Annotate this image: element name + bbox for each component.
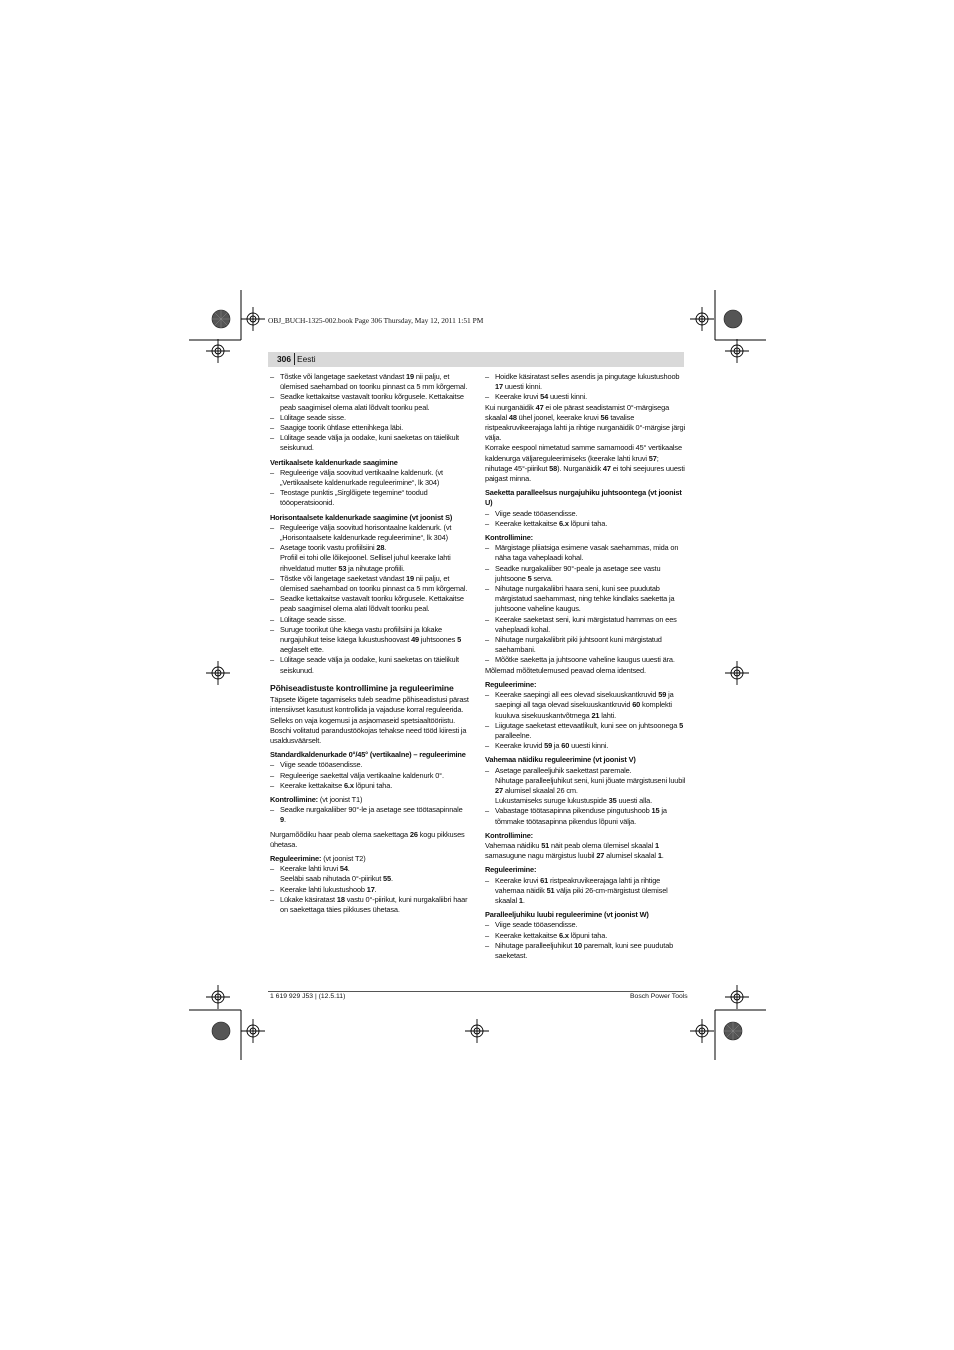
list-item: – Teostage punktis „Sirglõigete tegemine“ toodud tööoperatsioonid. [270,488,470,508]
list-item: – Keerake saeketast seni, kuni märgistatud hammas on ees vaheplaadi kohal. [485,615,686,635]
header-divider [294,353,295,365]
crosshair-icon [725,985,749,1009]
left-column [270,372,470,915]
footer-brand: Bosch Power Tools [630,993,688,1000]
registration-disc-icon [724,1022,742,1040]
list-item: – Tõstke või langetage saeketast vändast 19 nii palju, et ülemised saehambad on tooriku pinnast ca 5 mm kõrgemal. [270,574,470,594]
paragraph: Boschi volitatud parandustöökojas tehakse need tööd kiiresti ja usaldusväärselt. [270,725,467,745]
right-column [485,372,686,961]
crosshair-icon [241,1019,265,1043]
paragraph: Kontrollimine: [485,533,533,543]
list-item: – Keerake kettakaitse 6.x lõpuni taha. [485,931,686,941]
list-item: – Mõõtke saeketta ja juhtsoone vaheline kaugus uuesti ära. [485,655,686,665]
list-item: – Viige seade tööasendisse. [270,760,470,770]
list-item: – Keerake kruvi 54 uuesti kinni. [485,392,686,402]
list-item: – Seadke kettakaitse vastavalt tooriku kõrgusele. Kettakaitse peab saagimisel olema alati lõdvalt tooriku peal. [270,594,470,614]
paragraph: Kontrollimine: [485,830,533,840]
list-item: – Saagige toorik ühtlase ettenihkega läbi. [270,423,470,433]
paragraph: Vahemaa näidiku 51 näit peab olema ülemisel skaalal 1 samasugune nagu märgistus luubil 27 alumisel skaalal 1. [485,840,664,861]
section-heading: Vahemaa näidiku reguleerimine (vt joonist V) [485,755,636,765]
list-item: – Keerake lahti kruvi 54. Seeläbi saab nihutada 0°-piirikut 55. [270,864,470,884]
page-number: 306 [277,354,291,364]
section-heading: Paralleeljuhiku luubi reguleerimine (vt joonist W) [485,910,649,920]
list-item: – Lülitage seade välja ja oodake, kuni saeketas on täielikult seiskunud. [270,655,470,675]
list-item: – Keerake kettakaitse 6.x lõpuni taha. [270,781,470,791]
registration-disc-icon [724,310,742,328]
paragraph: Kontrollimine: (vt joonist T1) [270,794,363,804]
list-item: – Hoidke käsiratast selles asendis ja pingutage lukustushoob 17 uuesti kinni. [485,372,686,392]
crosshair-icon [206,339,230,363]
chapter-heading: Põhiseadistuste kontrollimine ja reguleerimine [270,682,454,693]
list-item: – Asetage paralleeljuhik saekettast paremale. Nihutage paralleeljuhikut seni, kuni jõuate märgistuseni luubil 27 alumisel skaalal 26 cm. Lukustamiseks suruge lukustuspide 35 uuesti alla. [485,766,686,807]
list-item: – Keerake kruvi 61 ristpeakruvikeerajaga lahti ja rihtige vahemaa näidik 51 välja piki 26-cm-märgistust ülemisel skaalal 1. [485,876,686,907]
list-item: – Keerake kettakaitse 6.x lõpuni taha. [485,519,686,529]
list-item: – Nihutage nurgakaliibrit piki juhtsoont kuni märgistatud saehambani. [485,635,686,655]
crosshair-icon [690,1019,714,1043]
crosshair-icon [241,307,265,331]
list-item: – Keerake saepingi all ees olevad sisekuuskantkruvid 59 ja saepingi all taga olevad sisekuuskantkruvid 60 komplekti kuuluva sisekuuskantvõtmega 21 lahti. [485,690,686,721]
list-item: – Reguleerige välja soovitud horisontaalne kaldenurk. (vt „Horisontaalsete kaldenurkade reguleerimine“, lk 304) [270,523,470,543]
list-item: – Vabastage töötasapinna pikenduse pingutushoob 15 ja tõmmake töötasapinna pikendus lõpuni välja. [485,806,686,826]
crosshair-icon [690,307,714,331]
section-heading: Vertikaalsete kaldenurkade saagimine [270,457,398,467]
list-item: – Nihutage paralleeljuhikut 10 paremalt, kuni see puudutab saeketast. [485,941,686,961]
list-item: – Viige seade tööasendisse. [485,509,686,519]
paragraph: Reguleerimine: [485,865,537,875]
list-item: – Seadke nurgakaliiber 90°-peale ja asetage see vastu juhtsoone 5 serva. [485,564,686,584]
list-item: – Lükake käsiratast 18 vastu 0°-piirikut, kuni nurgakaliibri haar on saekettaga täies pikkuses ühetasa. [270,895,470,915]
registration-disc-icon [212,310,230,328]
list-item: – Asetage toorik vastu profiilsiini 28. Profiil ei tohi olle lõikejoonel. Sellisel juhul keerake lahti rihveldatud mutter 53 ja nihutage profiili. [270,543,470,574]
list-item: – Seadke kettakaitse vastavalt tooriku kõrgusele. Kettakaitse peab saagimisel olema alati lõdvalt tooriku peal. [270,392,470,412]
footer-rule [268,991,684,992]
paragraph: Korrake eespool nimetatud samme samamoodi 45° vertikaalse kaldenurga väljareguleerimiseks (keerake lahti kruvi 57; nihutage 45°-piirikut 58). Nurganäidik 47 ei tohi seejuures uuesti paigast minna. [485,443,685,484]
list-item: – Tõstke või langetage saeketast vändast 19 nii palju, et ülemised saehambad on tooriku pinnast ca 5 mm kõrgemal. [270,372,470,392]
list-item: – Viige seade tööasendisse. [485,920,686,930]
list-item: – Lülitage seade sisse. [270,413,470,423]
list-item: – Nihutage nurgakaliibri haara seni, kuni see puudutab märgistatud saehammast, ning tehke kindlaks saeketta ja juhtsoone vaheline kaugus. [485,584,686,615]
list-item: – Keerake kruvid 59 ja 60 uuesti kinni. [485,741,686,751]
footer-doc-id: 1 619 929 J53 | (12.5.11) [270,993,346,1000]
print-slug: OBJ_BUCH-1325-002.book Page 306 Thursday, May 12, 2011 1:51 PM [268,316,484,325]
paragraph: Nurgamõõdiku haar peab olema saekettaga 26 kogu pikkuses ühetasa. [270,829,465,849]
crosshair-icon [206,985,230,1009]
page-header [268,352,684,367]
paragraph: Selleks on vaja kogemusi ja asjaomaseid spetsiaaltööriistu. [270,715,456,725]
crosshair-icon [725,661,749,685]
section-heading: Saeketta paralleelsus nurgajuhiku juhtsoontega (vt joonist U) [485,488,682,508]
crosshair-icon [725,339,749,363]
list-item: – Reguleerige saekettal välja vertikaalne kaldenurk 0°. [270,771,470,781]
list-item: – Reguleerige välja soovitud vertikaalne kaldenurk. (vt „Vertikaalsete kaldenurkade reguleerimine“, lk 304) [270,468,470,488]
list-item: – Lülitage seade sisse. [270,615,470,625]
language-label: Eesti [297,354,316,364]
crosshair-icon [465,1019,489,1043]
list-item: – Märgistage pliiatsiga esimene vasak saehammas, mida on näha taga vaheplaadi kohal. [485,543,686,563]
crosshair-icon [206,661,230,685]
paragraph: Mõlemad mõõtetulemused peavad olema identsed. [485,665,646,675]
list-item: – Seadke nurgakaliiber 90°-le ja asetage see töötasapinnale 9. [270,805,470,825]
paragraph: Reguleerimine: [485,679,537,689]
section-heading: Horisontaalsete kaldenurkade saagimine (vt joonist S) [270,512,453,522]
list-item: – Suruge toorikut ühe käega vastu profiilsiini ja lükake nurgajuhikut teise käega lukustushoovast 49 juhtsoones 5 aeglaselt ette. [270,625,470,656]
paragraph: Täpsete lõigete tagamiseks tuleb seadme põhiseadistusi pärast intensiivset kasutust kontrollida ja vajaduse korral reguleerida. [270,695,469,715]
list-item: – Lülitage seade välja ja oodake, kuni saeketas on täielikult seiskunud. [270,433,470,453]
paragraph: Reguleerimine: (vt joonist T2) [270,853,366,863]
list-item: – Liigutage saeketast ettevaatlikult, kuni see on juhtsoonega 5 paralleelne. [485,721,686,741]
paragraph: Kui nurganäidik 47 ei ole pärast seadistamist 0°-märgisega skaalal 48 ühel joonel, keerake kruvi 56 tavalise ristpeakruvikeerajaga lahti ja rihtige nurganäidik 0°-märgise järgi välja. [485,402,685,443]
registration-disc-icon [212,1022,230,1040]
section-heading: Standardkaldenurkade 0°/45° (vertikaalne) – reguleerimine [270,750,466,760]
list-item: – Keerake lahti lukustushoob 17. [270,885,470,895]
